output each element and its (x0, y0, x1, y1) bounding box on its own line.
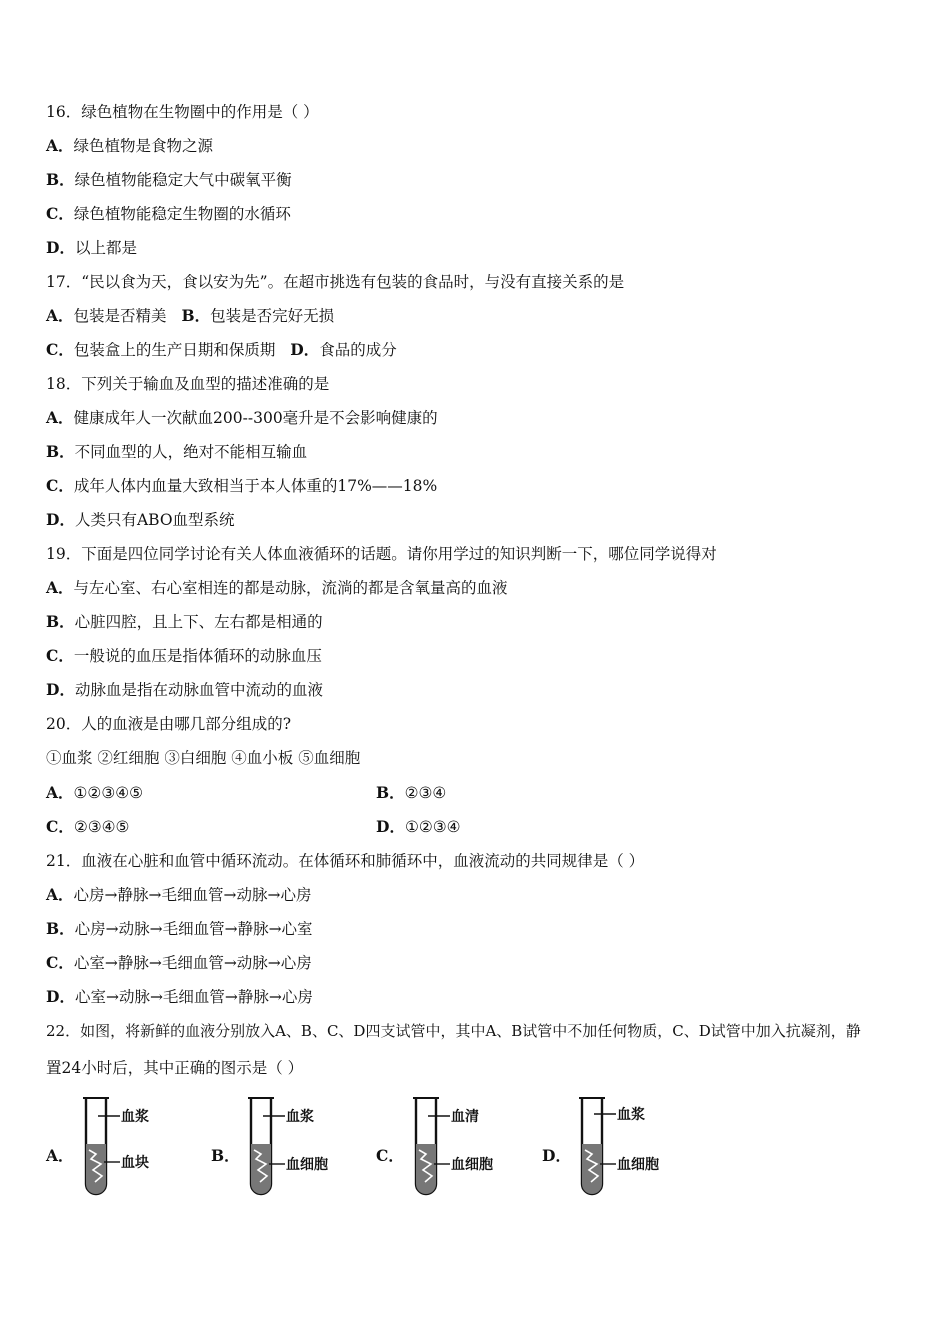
option-label: A． (46, 408, 74, 427)
option-text: ①②③④⑤ (73, 784, 144, 802)
q22-option-c[interactable] (376, 1092, 536, 1202)
option-label: D． (290, 340, 320, 359)
q17-option-b[interactable] (181, 307, 334, 325)
test-tube-d-icon (572, 1092, 702, 1202)
q19-option-a[interactable] (46, 578, 508, 598)
option-label: A． (46, 885, 74, 904)
option-label: C． (46, 476, 74, 495)
q18-option-c[interactable] (46, 476, 437, 496)
option-label: A． (46, 783, 74, 802)
q18-option-b[interactable] (46, 442, 307, 462)
option-label: D． (46, 987, 75, 1006)
q16-option-c[interactable] (46, 204, 291, 224)
option-text: 绿色植物能稳定生物圈的水循环 (73, 205, 291, 223)
option-label: B． (376, 783, 405, 802)
option-label: D． (46, 238, 75, 257)
option-text: 包装是否完好无损 (210, 307, 335, 325)
q17-options-row-2 (46, 340, 397, 360)
q16-option-b[interactable] (46, 170, 292, 190)
q21-option-d[interactable] (46, 987, 313, 1007)
option-text: 包装盒上的生产日期和保质期 (73, 341, 276, 359)
option-label: B． (46, 612, 75, 631)
option-text: 心室→静脉→毛细血管→动脉→心房 (73, 954, 312, 972)
option-text: 不同血型的人，绝对不能相互输血 (74, 443, 308, 461)
option-text: 心室→动脉→毛细血管→静脉→心房 (74, 988, 313, 1006)
q17-option-d[interactable] (290, 341, 396, 359)
option-label: C． (46, 646, 74, 665)
option-text: 健康成年人一次献血200--300毫升是不会影响健康的 (73, 409, 438, 427)
test-tube-a-icon (76, 1092, 206, 1202)
option-label: C． (46, 953, 74, 972)
tube-bottom-label: 血细胞 (617, 1157, 659, 1173)
test-tube-c-icon (406, 1092, 536, 1202)
q20-stem: 20．人的血液是由哪几部分组成的? (46, 715, 292, 733)
option-text: 心房→静脉→毛细血管→动脉→心房 (73, 886, 312, 904)
q19-option-d[interactable] (46, 680, 323, 700)
q19-option-c[interactable] (46, 646, 322, 666)
option-text: ②③④⑤ (73, 818, 130, 836)
q16-option-a[interactable] (46, 136, 213, 156)
q21-option-b[interactable] (46, 919, 313, 939)
option-text: 包装是否精美 (73, 307, 167, 325)
q16-option-d[interactable] (46, 238, 137, 258)
option-label: C． (46, 817, 74, 836)
option-label: C． (376, 1146, 404, 1165)
q21-option-a[interactable] (46, 885, 311, 905)
option-label: A． (46, 1146, 74, 1165)
option-label: B． (46, 170, 75, 189)
q16-stem: 16．绿色植物在生物圈中的作用是（ ） (46, 103, 319, 121)
q20-items: ①血浆 ②红细胞 ③白细胞 ④血小板 ⑤血细胞 (46, 749, 361, 767)
option-label: C． (46, 204, 74, 223)
tube-top-label: 血浆 (121, 1109, 149, 1125)
option-text: 绿色植物能稳定大气中碳氧平衡 (74, 171, 292, 189)
option-text: 绿色植物是食物之源 (73, 137, 214, 155)
tube-top-label: 血浆 (617, 1107, 645, 1123)
tube-bottom-label: 血细胞 (286, 1157, 328, 1173)
option-text: ②③④ (404, 784, 447, 802)
option-label: C． (46, 340, 74, 359)
option-label: A． (46, 306, 74, 325)
q17-option-a[interactable] (46, 307, 167, 325)
option-label: B． (181, 306, 211, 325)
q20-option-c[interactable] (46, 817, 129, 837)
option-label: B． (211, 1146, 240, 1165)
q20-option-b[interactable] (376, 783, 446, 803)
q17-stem: 17．“民以食为天，食以安为先”。在超市挑选有包装的食品时，与没有直接关系的是 (46, 273, 625, 291)
q21-stem: 21．血液在心脏和血管中循环流动。在体循环和肺循环中，血液流动的共同规律是（ ） (46, 852, 645, 870)
q19-option-b[interactable] (46, 612, 323, 632)
option-text: 动脉血是指在动脉血管中流动的血液 (74, 681, 323, 699)
q21-option-c[interactable] (46, 953, 312, 973)
q22-stem-line-1: 22．如图，将新鲜的血液分别放入A、B、C、D四支试管中，其中A、B试管中不加任何物质，C、D试管中加入抗凝剂，静 (46, 1022, 861, 1040)
q17-options-row-1 (46, 306, 334, 326)
tube-top-label: 血浆 (286, 1109, 314, 1125)
q19-stem: 19．下面是四位同学讨论有关人体血液循环的话题。请你用学过的知识判断一下，哪位同学说得对 (46, 545, 717, 563)
option-label: D． (376, 817, 405, 836)
option-text: 以上都是 (74, 239, 137, 257)
option-text: 人类只有ABO血型系统 (74, 511, 235, 529)
option-text: 成年人体内血量大致相当于本人体重的17%——18% (73, 477, 438, 495)
q18-option-d[interactable] (46, 510, 235, 530)
q20-option-a[interactable] (46, 783, 143, 803)
option-label: A． (46, 136, 74, 155)
q22-option-a[interactable] (46, 1092, 206, 1202)
q22-option-d[interactable] (542, 1092, 702, 1202)
q18-stem: 18．下列关于输血及血型的描述准确的是 (46, 375, 330, 393)
option-label: D． (46, 510, 75, 529)
q20-option-d[interactable] (376, 817, 461, 837)
test-tube-b-icon (241, 1092, 371, 1202)
option-label: D． (46, 680, 75, 699)
option-text: 心脏四腔，且上下、左右都是相通的 (74, 613, 323, 631)
q22-option-b[interactable] (211, 1092, 371, 1202)
option-label: B． (46, 442, 75, 461)
option-label: D． (542, 1146, 571, 1165)
tube-bottom-label: 血块 (121, 1155, 149, 1171)
q17-option-c[interactable] (46, 341, 275, 359)
option-text: 与左心室、右心室相连的都是动脉，流淌的都是含氧量高的血液 (73, 579, 508, 597)
option-label: B． (46, 919, 75, 938)
tube-bottom-label: 血细胞 (451, 1157, 493, 1173)
option-text: 一般说的血压是指体循环的动脉血压 (73, 647, 322, 665)
q18-option-a[interactable] (46, 408, 438, 428)
option-text: 食品的成分 (319, 341, 397, 359)
option-label: A． (46, 578, 74, 597)
option-text: ①②③④ (404, 818, 461, 836)
tube-top-label: 血清 (451, 1109, 479, 1125)
q22-stem-line-2: 置24小时后，其中正确的图示是（ ） (46, 1059, 304, 1077)
option-text: 心房→动脉→毛细血管→静脉→心室 (74, 920, 313, 938)
